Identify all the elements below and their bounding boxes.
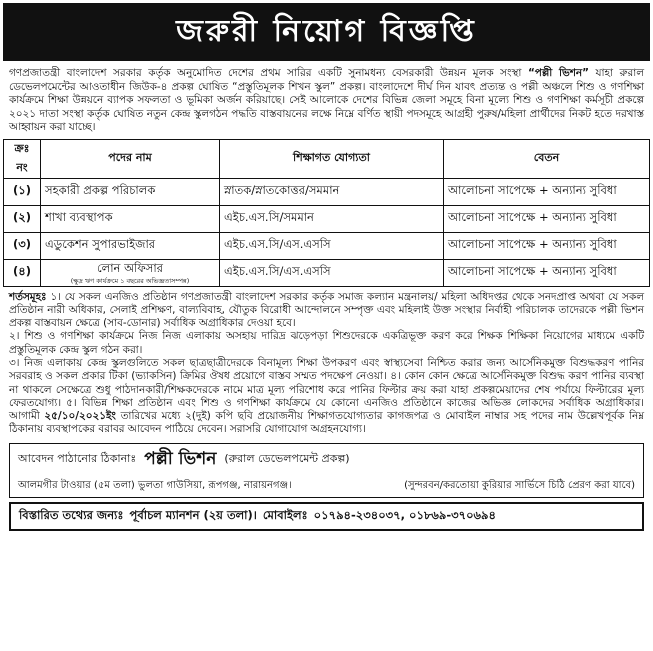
address-label: আবেদন পাঠানোর ঠিকানাঃ: [18, 452, 137, 466]
deadline-date: ২৫/১০/২০২১ইং: [44, 410, 116, 423]
term-3: [9, 357, 644, 437]
courier-note: (সুন্দরবন/করতোয়া কুরিয়ার সার্ভিসে চিঠি প্রেরণ করা যাবে): [404, 479, 635, 491]
row-post-with-note: [41, 259, 220, 286]
office-location: পূর্বাচল ম্যানশন (২য় তলা)।: [129, 507, 257, 522]
header-qualification: শিক্ষাগত যোগ্যতা: [220, 139, 444, 178]
headline-title: জরুরী নিয়োগ বিজ্ঞপ্তি: [176, 13, 477, 49]
row-qualification: স্নাতক/স্নাতকোত্তর/সমমান: [220, 178, 444, 205]
table-header-row: [4, 139, 650, 178]
positions-table: [3, 139, 650, 287]
row-salary: আলোচনা সাপেক্ষে + অন্যান্য সুবিধা: [444, 178, 650, 205]
intro-paragraph: [3, 67, 650, 135]
org-subtitle: (রুরাল ডেভেলপমেন্ট প্রকল্প): [224, 452, 350, 466]
row-serial: (১): [4, 178, 41, 205]
row-post-note: (ক্ষুদ্র ঋণ কার্যক্রমে ১ বছরের অভিজ্ঞতাসম্পন্ন): [70, 277, 190, 285]
address-line: আলমগীর টাওয়ার (৫ম তলা) ভুলতা গাউসিয়া, রূপগঞ্জ, নারায়নগঞ্জ।: [18, 479, 292, 491]
term-1: [9, 291, 644, 331]
row-qualification: এইচ.এস.সি/এস.এসসি: [220, 259, 444, 286]
contact-box: [9, 502, 644, 531]
row-qualification: এইচ.এস.সি/এস.এসসি: [220, 232, 444, 259]
terms-heading: শর্তসমূহঃ: [9, 290, 47, 303]
row-serial: (২): [4, 205, 41, 232]
job-advertisement: [3, 3, 650, 645]
row-post: লোন অফিসার: [96, 261, 163, 275]
contact-label: বিস্তারিত তথ্যের জন্যঃ: [19, 507, 124, 522]
row-serial: (৪): [4, 259, 41, 286]
address-header: [10, 444, 643, 476]
mobile-label: মোবাইলঃ: [262, 507, 308, 522]
term-3-text-b: তারিখের মধ্যে ২(দুই) কপি ছবি প্রয়োজনীয় শিক্ষাগতযোগ্যতার কাগজপত্র ও মোবাইল নাম্বার সহ পদের নাম উল্লেখপূর্বক নিম্ন ঠিকানায় ব্যবস্থাপকের বরাবর আবেদন পাঠিয়ে দেবেন। সরাসরি যোগাযোগ অগ্রহনযোগ্য।: [9, 410, 644, 436]
terms-section: [3, 291, 650, 437]
application-address-box: [9, 443, 644, 498]
row-post: এডুকেশন সুপারভাইজার: [41, 232, 220, 259]
address-details: [10, 476, 643, 497]
mobile-numbers: ০১৭৯৪-২৩৪০৩৭, ০১৮৬৯-৩৭০৬৯৪: [313, 507, 496, 522]
intro-org-name: “পল্লী ভিশন”: [527, 67, 589, 79]
table-row: [4, 178, 650, 205]
org-name: পল্লী ভিশন: [144, 448, 217, 469]
row-qualification: এইচ.এস.সি/সমমান: [220, 205, 444, 232]
headline-banner: [3, 3, 650, 61]
term-1-text: ১। যে সকল এনজিও প্রতিষ্ঠান গণপ্রজাতন্ত্রী বাংলাদেশ সরকার কর্তৃক সমাজ কল্যান মন্ত্রনালয়/ মহিলা অধিদপ্তর থেকে সনদপ্রাপ্ত অথবা যে সকল প্রতিষ্ঠান নারী অধিকার, সেলাই প্রশিক্ষণ, বাল্যবিবাহ, যৌতুক বিরোধী আন্দোলনে সম্পৃক্ত এবং মহিলাই উক্ত সংস্থার নির্বাহী পরিচালক তাদেরকে পল্লী ভিশন প্রকল্প বাস্তবায়ন ক্ষেত্রে (সাব-ডোনার) সর্বাধিক অগ্রাধিকার দেওয়া হবে।: [9, 290, 644, 330]
row-post: সহকারী প্রকল্প পরিচালক: [41, 178, 220, 205]
table-row: [4, 259, 650, 286]
table-row: [4, 205, 650, 232]
table-row: [4, 232, 650, 259]
header-post: পদের নাম: [41, 139, 220, 178]
row-post: শাখা ব্যবস্থাপক: [41, 205, 220, 232]
term-2: ২। শিশু ও গণশিক্ষা কার্যক্রমে নিজ নিজ এলাকায় অসহায় দারিদ্র ঝড়েপড়া শিশুদেরকে একত্রিভূক্ত করণ করে শিক্ষক শিক্ষিকা নিয়োগের মাধ্যমে একটি প্রস্তুতিমূলক কেন্দ্র স্কুল গঠন করা।: [9, 330, 644, 356]
header-serial: ক্রঃ নং: [4, 139, 41, 178]
term-3-text: ৩। নিজ এলাকায় কেন্দ্র স্কুলগুলিতে সকল ছাত্রছাত্রীদেরকে বিনামূল্য শিক্ষা উপকরণ এবং স্বাস্থ্যসেবা নিশ্চিত করার জন্য আর্সেনিকমুক্ত বিশুদ্ধকরণ পানির সরবরাহ ও সকল প্রকার টিকা (ভ্যাকসিন) ক্রিমির ঔষধ প্রয়োগে বাস্তব সম্মত পদক্ষেপ নেওয়া। ৪। কোন কোন ক্ষেত্রে আর্সেনিকমুক্ত বিশুদ্ধ করণ পানির ব্যবস্থা না থাকলে সেক্ষেত্রে শুধু পাঠদানকারী/শিক্ষকদেরকে নামে মাত্র মূল্য পরিশোধ করে পানির ফিল্টার ক্রয় করা যাহা প্রকল্পমেয়াদের শেষ পর্যায়ে ফিল্টারের মূল্য ফেরতযোগ্য। ৫। বিভিন্ন শিক্ষা প্রতিষ্ঠান এবং শিশু ও গণশিক্ষা কার্যক্রমে যে কোনো এনজিও প্রতিষ্ঠানে কাজের অভিজ্ঞ লোকদের সর্বাধিক অগ্রাধিকার। আগামী: [9, 356, 644, 423]
row-salary: আলোচনা সাপেক্ষে + অন্যান্য সুবিধা: [444, 259, 650, 286]
row-salary: আলোচনা সাপেক্ষে + অন্যান্য সুবিধা: [444, 232, 650, 259]
intro-text-1: গণপ্রজাতন্ত্রী বাংলাদেশ সরকার কর্তৃক অনুমোদিত দেশের প্রথম সারির একটি সুনামধন্য বেসরকারী উন্নয়ন মূলক সংস্থা: [9, 67, 528, 79]
header-salary: বেতন: [444, 139, 650, 178]
row-serial: (৩): [4, 232, 41, 259]
intro-text-2: যাহা রুরাল ডেভেলপমেন্টের আওতাধীন জিউক-৪ প্রকল্প ঘোষিত “প্রস্তুতিমূলক শিখন স্কুল” প্রকল্প। বাংলাদেশে দীর্ঘ দিন যাবৎ প্রত্যন্ত ও পল্লী অঞ্চলে শিশু ও গণশিক্ষা কার্যক্রমে শিক্ষা উন্নয়নে ব্যাপক সফলতা ও ভূমিকা অর্জন করিয়াছে। সেই আলোকে দেশের বিভিন্ন জেলা সমূহে বিনা মূল্যে শিশু ও গণশিক্ষা কর্মসূচী প্রকল্পে ২০২১ দাতা সংস্থা কর্তৃক ঘোষিত নতুন কেন্দ্র স্কুলগঠন পদ্ধতি বাস্তবায়নের লক্ষে নিম্নে বর্ণিত স্থায়ী পদসমূহে আগ্রহী পুরুষ/মহিলা প্রার্থীদের নিকট হতে দরখাস্ত আহ্বায়ন করা যাচ্ছে।: [9, 67, 644, 133]
row-salary: আলোচনা সাপেক্ষে + অন্যান্য সুবিধা: [444, 205, 650, 232]
